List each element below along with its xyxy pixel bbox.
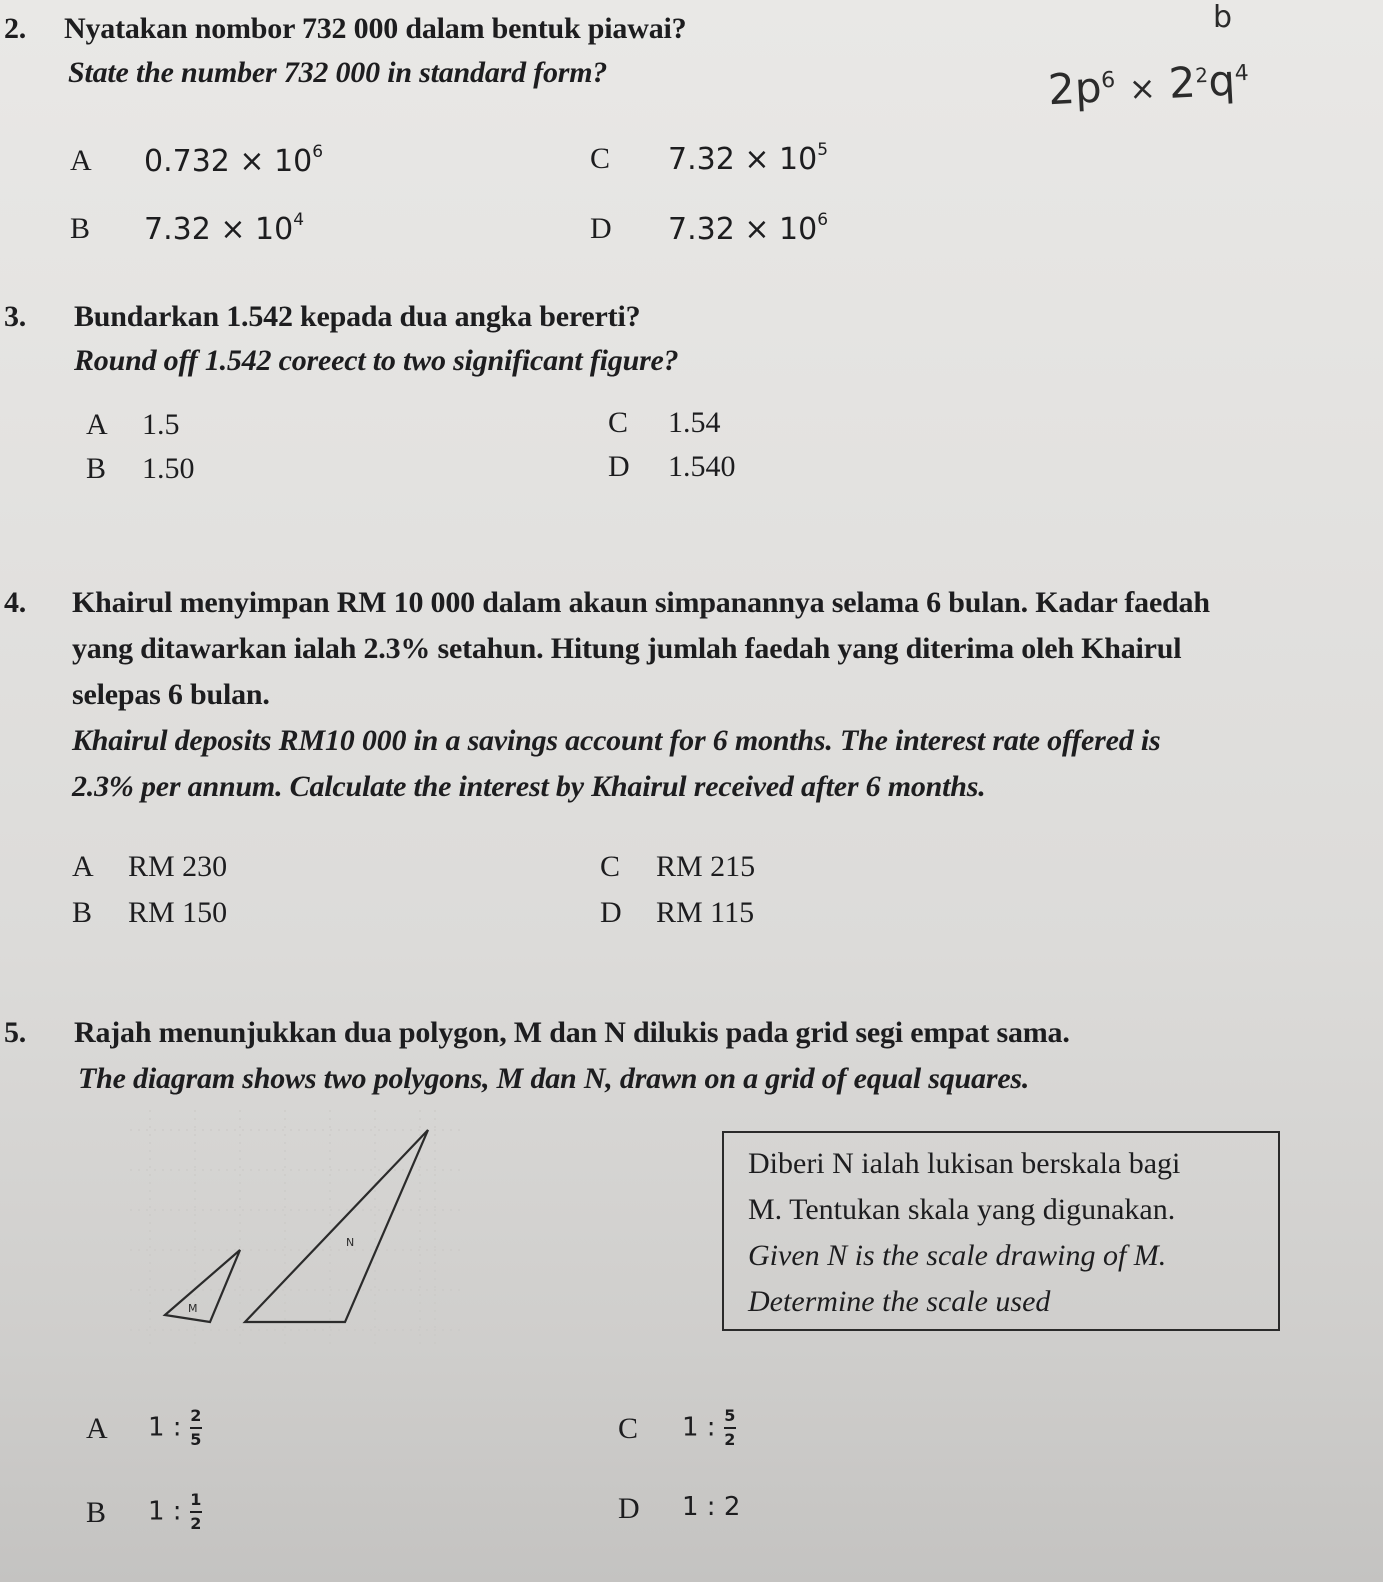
q4-option-a-value[interactable]: RM 230 bbox=[128, 850, 228, 883]
q2-text-ms: Nyatakan nombor 732 000 dalam bentuk piawai? bbox=[64, 12, 687, 45]
q3-option-c-letter: C bbox=[608, 406, 629, 439]
polygon-m bbox=[165, 1250, 240, 1322]
q2-option-a-letter: A bbox=[70, 144, 92, 177]
box-line-4: Determine the scale used bbox=[748, 1285, 1051, 1318]
q3-text-ms: Bundarkan 1.542 kepada dua angka bererti? bbox=[74, 300, 641, 333]
note-exp1: 6 bbox=[1100, 67, 1116, 94]
q3-option-a-letter: A bbox=[86, 408, 108, 441]
q4-text-ms-2: yang ditawarkan ialah 2.3% setahun. Hitung jumlah faedah yang diterima oleh Khairul bbox=[72, 632, 1182, 665]
q3-text-en: Round off 1.542 coreect to two significant figure? bbox=[74, 344, 679, 377]
box-line-2: M. Tentukan skala yang digunakan. bbox=[748, 1193, 1176, 1226]
box-line-1: Diberi N ialah lukisan berskala bagi bbox=[748, 1147, 1181, 1180]
note-times: × bbox=[1127, 68, 1157, 109]
label-n: N bbox=[346, 1236, 355, 1249]
q5-option-a-letter: A bbox=[86, 1412, 108, 1445]
q4-option-b-value[interactable]: RM 150 bbox=[128, 896, 228, 929]
q5-option-c-letter: C bbox=[618, 1412, 639, 1445]
label-m: M bbox=[188, 1302, 198, 1315]
grid bbox=[130, 1110, 460, 1350]
q2-option-b-value[interactable]: $7.32 \times 10^4$ bbox=[144, 210, 305, 247]
q5-option-a-value[interactable]: 1 : $\frac{2}{5}$ bbox=[148, 1406, 202, 1449]
q4-text-en-2: 2.3% per annum. Calculate the interest by Khairul received after 6 months. bbox=[72, 770, 986, 803]
instruction-box bbox=[722, 1131, 1280, 1331]
note-main: 2p bbox=[1046, 62, 1103, 115]
q3-number: 3. bbox=[4, 300, 27, 333]
q5-option-b-letter: B bbox=[86, 1496, 107, 1529]
q4-text-en-1: Khairul deposits RM10 000 in a savings account for 6 months. The interest rate offered is bbox=[72, 724, 1161, 757]
q4-option-d-letter: D bbox=[600, 896, 622, 929]
handwritten-mark: b bbox=[1213, 0, 1233, 35]
q3-option-b-value[interactable]: 1.50 bbox=[142, 452, 195, 485]
q5-option-d-value[interactable]: 1 : 2 bbox=[682, 1492, 741, 1522]
q5-text-ms: Rajah menunjukkan dua polygon, M dan N dilukis pada grid segi empat sama. bbox=[74, 1016, 1070, 1049]
q2-option-d-value[interactable]: $7.32 \times 10^6$ bbox=[668, 210, 829, 247]
q2-option-a-value[interactable]: $0.732 \times 10^6$ bbox=[144, 142, 324, 179]
q5-option-c-value[interactable]: 1 : $\frac{5}{2}$ bbox=[682, 1406, 736, 1449]
q4-option-c-value[interactable]: RM 215 bbox=[656, 850, 756, 883]
q4-option-b-letter: B bbox=[72, 896, 93, 929]
handwritten-note bbox=[1047, 55, 1250, 114]
q5-text-en: The diagram shows two polygons, M dan N, drawn on a grid of equal squares. bbox=[78, 1062, 1030, 1095]
q3-option-c-value[interactable]: 1.54 bbox=[668, 406, 721, 439]
q5-option-b-value[interactable]: 1 : $\frac{1}{2}$ bbox=[148, 1490, 202, 1533]
q4-text-ms-1: Khairul menyimpan RM 10 000 dalam akaun simpanannya selama 6 bulan. Kadar faedah bbox=[72, 586, 1210, 619]
q2-text-en: State the number 732 000 in standard form? bbox=[68, 56, 608, 89]
q4-text-ms-3: selepas 6 bulan. bbox=[72, 678, 270, 711]
q2-option-d-letter: D bbox=[590, 212, 612, 245]
q3-option-b-letter: B bbox=[86, 452, 107, 485]
q2-option-c-value[interactable]: $7.32 \times 10^5$ bbox=[668, 140, 829, 177]
box-line-3: Given N is the scale drawing of M. bbox=[748, 1239, 1167, 1272]
q2-option-c-letter: C bbox=[590, 142, 611, 175]
q4-option-d-value[interactable]: RM 115 bbox=[656, 896, 755, 929]
q4-option-a-letter: A bbox=[72, 850, 94, 883]
note-q: q bbox=[1207, 55, 1237, 106]
q2-number: 2. bbox=[4, 12, 27, 45]
q3-option-d-letter: D bbox=[608, 450, 630, 483]
note-exp3: 4 bbox=[1233, 60, 1250, 87]
q3-option-a-value[interactable]: 1.5 bbox=[142, 408, 180, 441]
polygon-diagram bbox=[120, 1100, 500, 1360]
note-two: 2 bbox=[1167, 57, 1197, 108]
q5-option-d-letter: D bbox=[618, 1492, 640, 1525]
q3-option-d-value[interactable]: 1.540 bbox=[668, 450, 736, 483]
q5-number: 5. bbox=[4, 1016, 27, 1049]
q2-option-b-letter: B bbox=[70, 212, 91, 245]
q4-number: 4. bbox=[4, 586, 27, 619]
q4-option-c-letter: C bbox=[600, 850, 621, 883]
polygon-n bbox=[245, 1130, 428, 1322]
note-exp2: 2 bbox=[1194, 62, 1209, 88]
